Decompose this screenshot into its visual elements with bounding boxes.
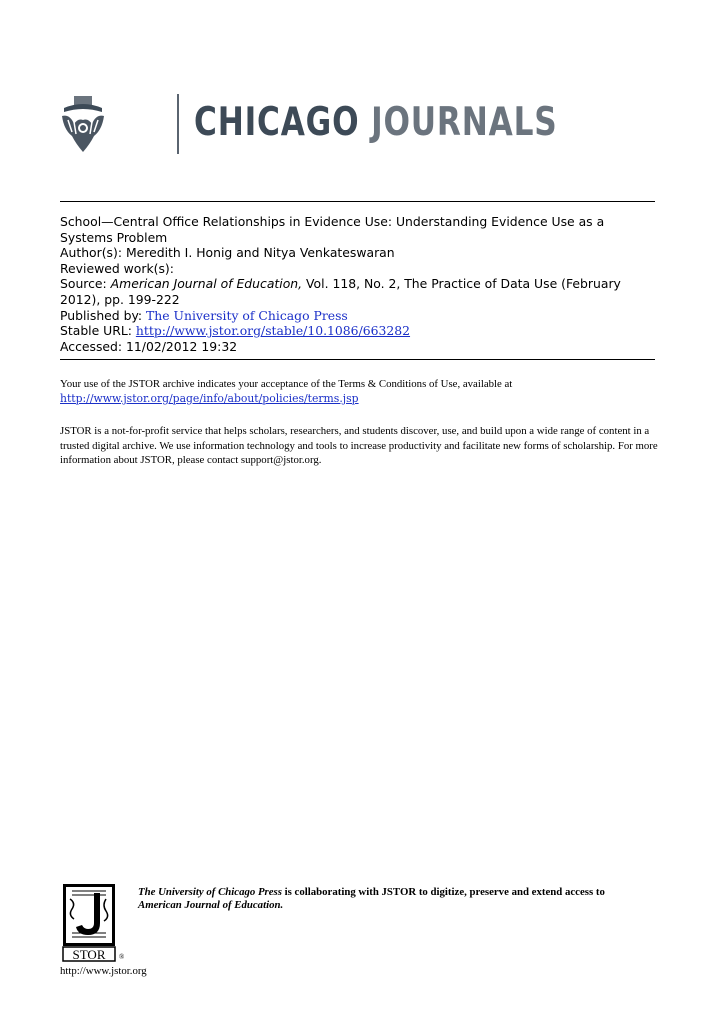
stable-url-link[interactable]: http://www.jstor.org/stable/10.1086/663282 bbox=[135, 323, 411, 339]
phoenix-emblem-icon bbox=[60, 94, 106, 156]
collab-text: is collaborating with JSTOR to digitize, preserve and extend access to bbox=[281, 886, 605, 898]
authors: Author(s): Meredith I. Honig and Nitya Venkateswaran bbox=[60, 245, 395, 261]
article-title-line-1: School—Central Office Relationships in Evidence Use: Understanding Evidence Use as a bbox=[60, 214, 605, 229]
terms-link[interactable]: http://www.jstor.org/page/info/about/policies/terms.jsp bbox=[60, 391, 359, 405]
terms-text: Your use of the JSTOR archive indicates your acceptance of the Terms & Conditions of Use, available at bbox=[60, 378, 513, 390]
source-details: Vol. 118, No. 2, The Practice of Data Use (February bbox=[302, 276, 621, 292]
published-by bbox=[60, 308, 660, 324]
top-rule bbox=[60, 201, 655, 202]
jstor-logo-icon bbox=[62, 883, 124, 963]
logo-wordmark bbox=[194, 100, 558, 145]
publisher-link[interactable]: The University of Chicago Press bbox=[146, 307, 348, 323]
source-line-2: 2012), pp. 199-222 bbox=[60, 291, 180, 307]
jstor-logo-text: STOR bbox=[72, 947, 106, 962]
published-prefix: Published by: bbox=[60, 307, 147, 323]
press-name: The University of Chicago Press bbox=[138, 886, 282, 898]
jstor-about-paragraph: JSTOR is a not-for-profit service that helps scholars, researchers, and students discover, use, and build upon a wide range of content in a trusted digital archive. We use information technology and tools to increase productivity and facilitate new forms of scholarship. For more information about JSTOR, please contact support@jstor.org. bbox=[60, 425, 658, 466]
logo-word-journals: JOURNALS bbox=[371, 100, 558, 145]
logo-divider bbox=[177, 94, 179, 154]
reviewed-works: Reviewed work(s): bbox=[60, 260, 174, 276]
jstor-registered-mark: ® bbox=[119, 953, 124, 961]
citation-block bbox=[60, 214, 660, 354]
bottom-rule bbox=[60, 359, 655, 360]
stable-url-prefix: Stable URL: bbox=[60, 323, 136, 339]
collaboration-notice bbox=[138, 886, 698, 911]
journal-title: American Journal of Education, bbox=[110, 276, 303, 292]
chicago-journals-logo bbox=[60, 94, 558, 158]
source-prefix: Source: bbox=[60, 276, 111, 292]
footer-journal-name: American Journal of Education. bbox=[138, 898, 284, 911]
stable-url bbox=[60, 323, 660, 339]
article-title-line-2: Systems Problem bbox=[60, 229, 168, 245]
logo-word-chicago: CHICAGO bbox=[194, 100, 360, 145]
terms-notice bbox=[60, 377, 680, 406]
jstor-url[interactable]: http://www.jstor.org bbox=[60, 965, 147, 977]
source-line-1 bbox=[60, 276, 660, 292]
accessed-date: Accessed: 11/02/2012 19:32 bbox=[60, 338, 238, 354]
